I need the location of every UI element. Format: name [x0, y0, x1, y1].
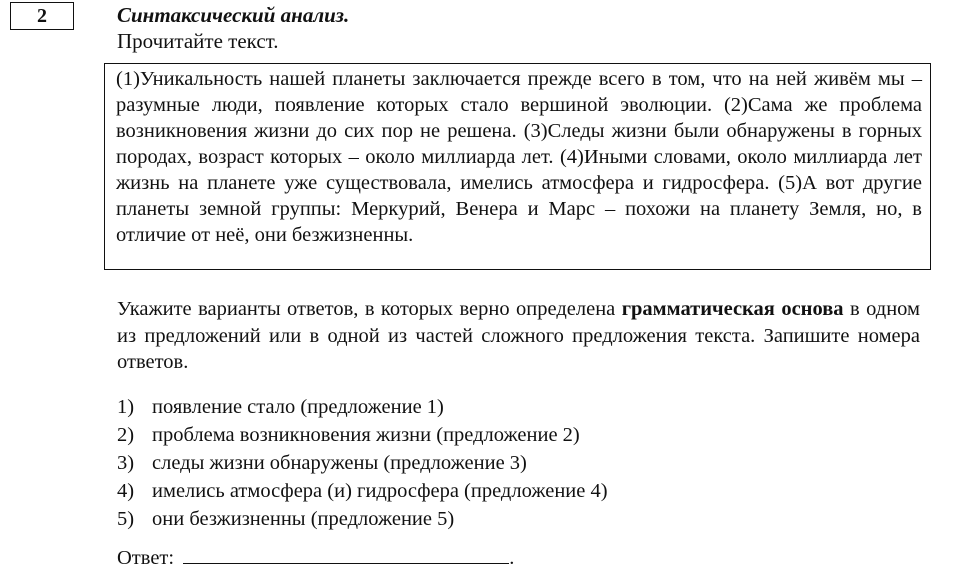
instruction-after: в одном из предложений или в одной из частей сложного предложения текста. Запишите номера ответов.	[117, 298, 921, 373]
option-number: 4)	[117, 480, 135, 502]
answer-row	[117, 543, 514, 572]
option-item	[117, 393, 608, 421]
option-item	[117, 477, 608, 505]
task-number-label: 2	[37, 4, 47, 27]
instruction-before: Укажите варианты ответов, в которых верно определена	[117, 298, 622, 320]
answer-end: .	[509, 547, 515, 569]
task-prompt: Прочитайте текст.	[117, 29, 279, 53]
option-number: 5)	[117, 508, 135, 530]
instruction-bold: грамматическая основа	[621, 298, 844, 320]
option-item	[117, 421, 608, 449]
option-number: 1)	[117, 396, 135, 418]
task-number	[10, 2, 74, 30]
task-title: Синтаксический анализ.	[117, 3, 350, 27]
option-text: следы жизни обнаружены (предложение 3)	[152, 452, 527, 474]
option-item	[117, 505, 608, 533]
option-number: 2)	[117, 424, 135, 446]
option-text: они безжизненны (предложение 5)	[152, 508, 455, 530]
option-item	[117, 449, 608, 477]
instruction	[117, 296, 920, 376]
option-text: имелись атмосфера (и) гидросфера (предложение 4)	[152, 480, 608, 502]
option-text: проблема возникновения жизни (предложение 2)	[152, 424, 580, 446]
option-text: появление стало (предложение 1)	[152, 396, 444, 418]
option-number: 3)	[117, 452, 135, 474]
reading-text: (1)Уникальность нашей планеты заключается прежде всего в том, что на ней живём мы – разумные люди, появление которых стало вершиной эволюции. (2)Сама же проблема возникновения жизни до сих пор не решена. (3)Следы жизни были обнаружены в горных породах, возраст которых – около миллиарда лет. (4)Иными словами, около миллиарда лет жизнь на планете уже существовала, имелись атмосфера и гидросфера. (5)А вот другие планеты земной группы: Меркурий, Венера и Марс – похожи на планету Земля, но, в отличие от неё, они безжизненны.	[104, 63, 931, 270]
answer-label: Ответ:	[117, 547, 175, 569]
answer-options	[117, 393, 608, 533]
answer-field[interactable]	[183, 543, 509, 564]
